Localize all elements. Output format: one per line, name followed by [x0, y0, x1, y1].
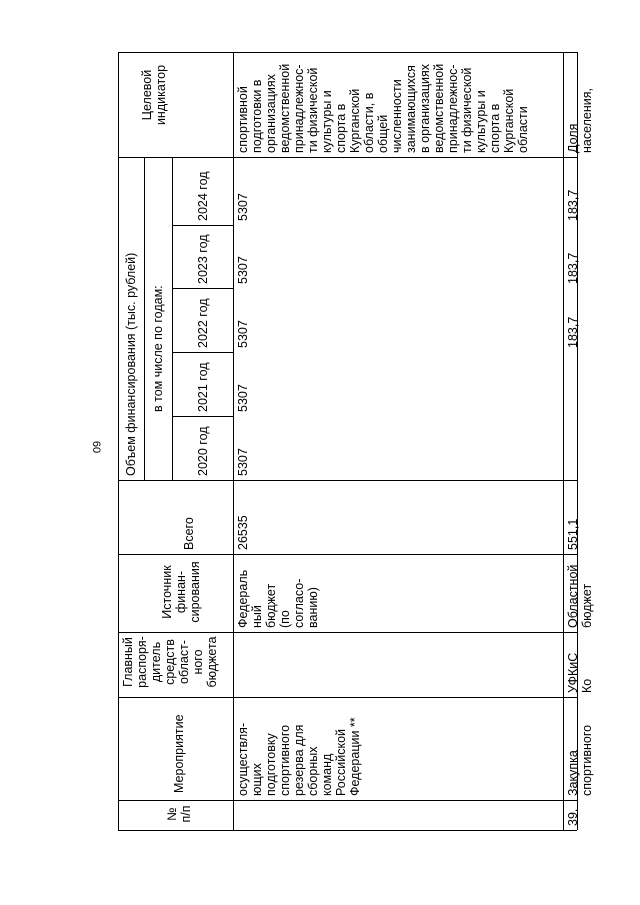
header-by-years: в том числе по годам: — [151, 285, 165, 412]
line-years-sub — [172, 416, 233, 417]
line-funding-header — [144, 157, 145, 480]
row2-year-2023: 183,7 — [566, 252, 580, 284]
table-border-right — [577, 52, 578, 830]
row2-manager: УФКиС Ко — [566, 652, 594, 693]
line-after-funding — [118, 480, 577, 481]
header-year-2021: 2021 год — [196, 362, 210, 412]
page-number: 60 — [90, 440, 102, 454]
header-total: Всего — [182, 517, 196, 550]
header-event: Мероприятие — [172, 714, 186, 793]
header-year-2020: 2020 год — [196, 426, 210, 476]
row2-indicator: Доля населения, — [566, 87, 594, 153]
row1-year-2023: 5307 — [236, 256, 250, 284]
header-funding-group: Объем финансирования (тыс. рублей) — [124, 252, 138, 476]
line-after-total — [118, 554, 577, 555]
line-after-event — [118, 800, 577, 801]
line-years-sub — [172, 288, 233, 289]
row1-indicator: спортивной подготовки в организациях ведомственной принадлежнос- ти физической культуры и спорта в Курганской области, в общей численности занимающихся в организациях ведомственной принадлежнос- ти физической культуры и спорта в Курганской области — [236, 63, 530, 153]
row1-year-2020: 5307 — [236, 448, 250, 476]
row1-source: Федераль ный бюджет (по согласо- ванию) — [236, 569, 320, 628]
row2-year-2024: 183,7 — [566, 189, 580, 221]
line-years-sub — [172, 352, 233, 353]
table-border-left — [118, 52, 119, 830]
line-after-manager — [118, 697, 577, 698]
table-border-bottom — [118, 830, 577, 831]
row2-num: 39. — [566, 808, 580, 826]
row1-year-2024: 5307 — [236, 193, 250, 221]
row1-total: 26535 — [236, 515, 250, 550]
row2-event: Закупка спортивного — [566, 724, 594, 796]
line-after-indicator — [118, 157, 577, 158]
header-source: Источник финан- сирования — [160, 561, 202, 623]
header-year-2022: 2022 год — [196, 298, 210, 348]
header-manager: Главный распоря- дитель средств област- ного бюджета — [121, 636, 219, 688]
header-year-2023: 2023 год — [196, 234, 210, 284]
line-header-end — [233, 52, 234, 830]
header-indicator: Целевой индикатор — [140, 64, 168, 126]
table-border-top — [118, 52, 577, 53]
line-years-header — [172, 157, 173, 480]
line-years-sub — [172, 225, 233, 226]
header-num: № п/п — [165, 805, 193, 823]
row1-year-2021: 5307 — [236, 384, 250, 412]
row2-source: Областной бюджет — [566, 564, 594, 628]
row1-event: осуществля- ющих подготовку спортивного резерва для сборных команд Российской Федерации ** — [236, 717, 362, 796]
row2-year-2022: 183,7 — [566, 316, 580, 348]
row2-total: 551,1 — [566, 518, 580, 550]
header-year-2024: 2024 год — [196, 171, 210, 221]
line-row-separator — [563, 52, 564, 830]
row1-year-2022: 5307 — [236, 320, 250, 348]
